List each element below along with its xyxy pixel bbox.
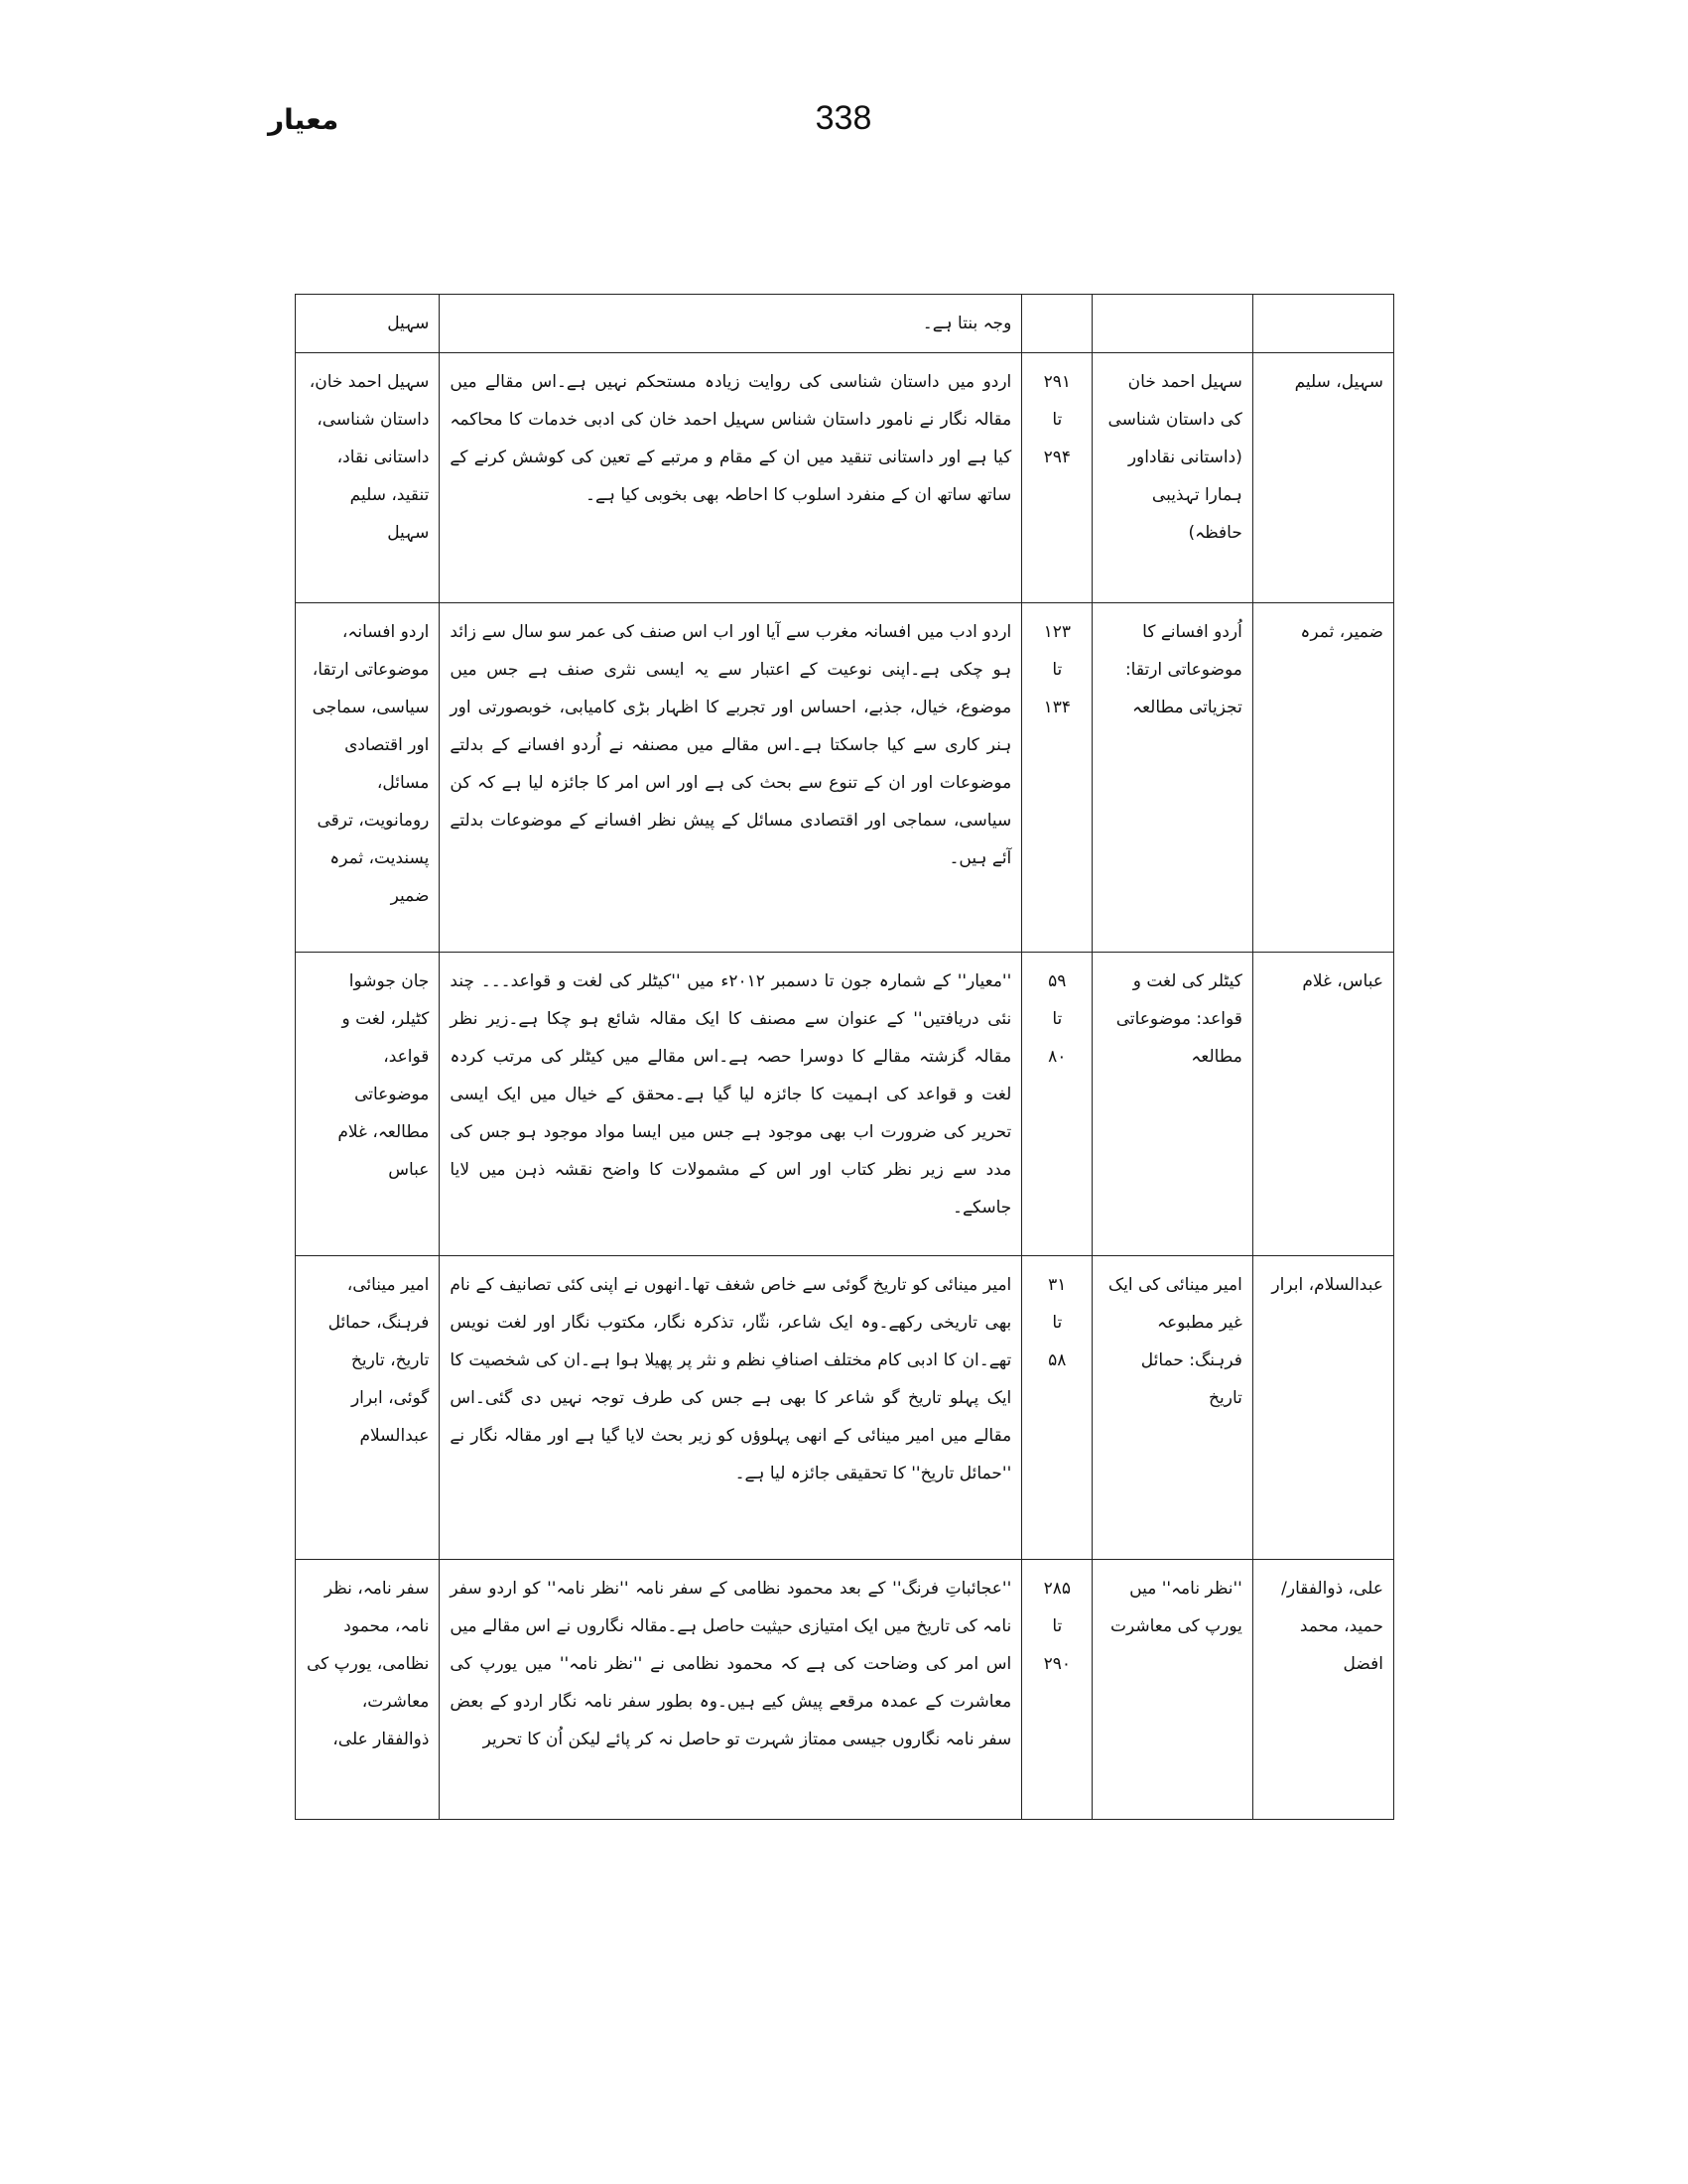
page-separator: تا [1052,1009,1063,1029]
summary-cell: امیر مینائی کو تاریخ گوئی سے خاص شغف تھا۔انھوں نے اپنی کئی تصانیف کے نام بھی تاریخی رکھے۔وہ ایک شاعر، نثّار، تذکرہ نگار، مکتوب نگار اور لغت نویس تھے۔ان کا ادبی کام مختلف اصنافِ نظم و نثر پر پھیلا ہوا ہے۔ان کی شخصیت کا ایک پہلو تاریخ گو شاعر کا بھی ہے جس کی طرف توجہ نہیں دی گئی۔اس مقالے میں امیر مینائی کے انھی پہلوؤں کو زیر بحث لایا گیا ہے اور مقالہ نگار نے ''حمائل تاریخ'' کا تحقیقی جائزہ لیا ہے۔ [440,1256,1022,1560]
page-from: ۱۲۳ [1043,622,1072,642]
table-row [296,603,1394,953]
summary-cell: اردو میں داستان شناسی کی روایت زیادہ مستحکم نہیں ہے۔اس مقالے میں مقالہ نگار نے نامور داستان شناس سہیل احمد خان کی ادبی خدمات کا محاکمہ کیا ہے اور داستانی تنقید میں ان کے مقام و مرتبے کے تعین کی کوشش کرنے کے ساتھ ساتھ ان کے منفرد اسلوب کا احاطہ بھی بخوبی کیا ہے۔ [440,353,1022,603]
author-cell: عباس، غلام [1252,953,1393,1256]
author-cell [1252,295,1393,353]
page-number: 338 [815,99,872,137]
title-cell: امیر مینائی کی ایک غیر مطبوعہ فرہنگ: حمائل تاریخ [1093,1256,1253,1560]
page-separator: تا [1052,1313,1063,1333]
keywords-cell: سہیل [296,295,440,353]
page-from: ۲۸۵ [1043,1579,1072,1599]
pages-cell [1022,603,1093,953]
page-from: ۳۱ [1048,1275,1067,1295]
table-row [296,953,1394,1256]
summary-cell: ''عجائباتِ فرنگ'' کے بعد محمود نظامی کے سفر نامہ ''نظر نامہ'' کو اردو سفر نامہ کی تاریخ میں ایک امتیازی حیثیت حاصل ہے۔مقالہ نگاروں نے اس مقالے میں اس امر کی وضاحت کی ہے کہ محمود نظامی نے ''نظر نامہ'' میں یورپ کی معاشرت کے عمدہ مرقعے پیش کیے ہیں۔وہ بطور سفر نامہ نگار اردو کے بعض سفر نامہ نگاروں جیسی ممتاز شہرت تو حاصل نہ کر پائے لیکن اُن کا تحریر [440,1560,1022,1820]
summary-cell: ''معیار'' کے شمارہ جون تا دسمبر ۲۰۱۲ء میں ''کیٹلر کی لغت و قواعد۔۔۔ چند نئی دریافتیں'' کے عنوان سے مصنف کا ایک مقالہ شائع ہو چکا ہے۔زیر نظر مقالہ گزشتہ مقالے کا دوسرا حصہ ہے۔اس مقالے میں کیٹلر کی مرتب کردہ لغت و قواعد کی اہمیت کا جائزہ لیا گیا ہے۔محقق کے خیال میں ایک ایسی تحریر کی ضرورت اب بھی موجود ہے جس میں ایسا مواد موجود ہو جس کی مدد سے زیر نظر کتاب اور اس کے مشمولات کا واضح نقشہ ذہن میں لایا جاسکے۔ [440,953,1022,1256]
page-from: ۵۹ [1048,971,1067,991]
pages-cell [1022,1256,1093,1560]
pages-cell [1022,1560,1093,1820]
table-row-continuation [296,295,1394,353]
page-to: ۸۰ [1048,1047,1067,1067]
journal-name: معیار [268,103,339,136]
keywords-cell: جان جوشوا کٹیلر، لغت و قواعد، موضوعاتی مطالعہ، غلام عباس [296,953,440,1256]
articles-table [295,294,1394,1820]
author-cell: ضمیر، ثمرہ [1252,603,1393,953]
table-row [296,1256,1394,1560]
summary-cell: وجہ بنتا ہے۔ [440,295,1022,353]
keywords-cell: سہیل احمد خان، داستان شناسی، داستانی نقاد، تنقید، سلیم سہیل [296,353,440,603]
pages-cell [1022,953,1093,1256]
author-cell: سہیل، سلیم [1252,353,1393,603]
title-cell: اُردو افسانے کا موضوعاتی ارتقا: تجزیاتی مطالعہ [1093,603,1253,953]
pages-cell [1022,353,1093,603]
page-separator: تا [1052,660,1063,680]
title-cell: ''نظر نامہ'' میں یورپ کی معاشرت [1093,1560,1253,1820]
table-row [296,1560,1394,1820]
keywords-cell: امیر مینائی، فرہنگ، حمائل تاریخ، تاریخ گوئی، ابرار عبدالسلام [296,1256,440,1560]
page-to: ۲۹۰ [1043,1654,1072,1674]
author-cell: عبدالسلام، ابرار [1252,1256,1393,1560]
title-cell: سہیل احمد خان کی داستان شناسی (داستانی نقاداور ہمارا تہذیبی حافظہ) [1093,353,1253,603]
page-separator: تا [1052,1616,1063,1636]
page-from: ۲۹۱ [1043,372,1072,392]
keywords-cell: سفر نامہ، نظر نامہ، محمود نظامی، یورپ کی معاشرت، ذوالفقار علی، [296,1560,440,1820]
title-cell [1093,295,1253,353]
summary-cell: اردو ادب میں افسانہ مغرب سے آیا اور اب اس صنف کی عمر سو سال سے زائد ہو چکی ہے۔اپنی نوعیت کے اعتبار سے یہ ایسی نثری صنف ہے جس میں موضوع، خیال، جذبے، احساس اور تجربے کا اظہار بڑی کامیابی، خوبصورتی اور ہنر کاری سے کیا جاسکتا ہے۔اس مقالے میں مصنفہ نے اُردو افسانے کے بدلتے موضوعات اور ان کے تنوع سے بحث کی ہے اور اس امر کا جائزہ لیا ہے کہ کن سیاسی، سماجی اور اقتصادی مسائل کے پیش نظر افسانے کے موضوعات بدلتے آئے ہیں۔ [440,603,1022,953]
page-to: ۵۸ [1048,1350,1067,1370]
author-cell: علی، ذوالفقار/ حمید، محمد افضل [1252,1560,1393,1820]
title-cell: کیٹلر کی لغت و قواعد: موضوعاتی مطالعہ [1093,953,1253,1256]
page-separator: تا [1052,410,1063,430]
table-row [296,353,1394,603]
keywords-cell: اردو افسانہ، موضوعاتی ارتقا، سیاسی، سماجی اور اقتصادی مسائل، رومانویت، ترقی پسندیت، ثمرہ ضمیر [296,603,440,953]
page-to: ۲۹۴ [1043,448,1072,467]
page-to: ۱۳۴ [1043,698,1072,717]
pages-cell [1022,295,1093,353]
